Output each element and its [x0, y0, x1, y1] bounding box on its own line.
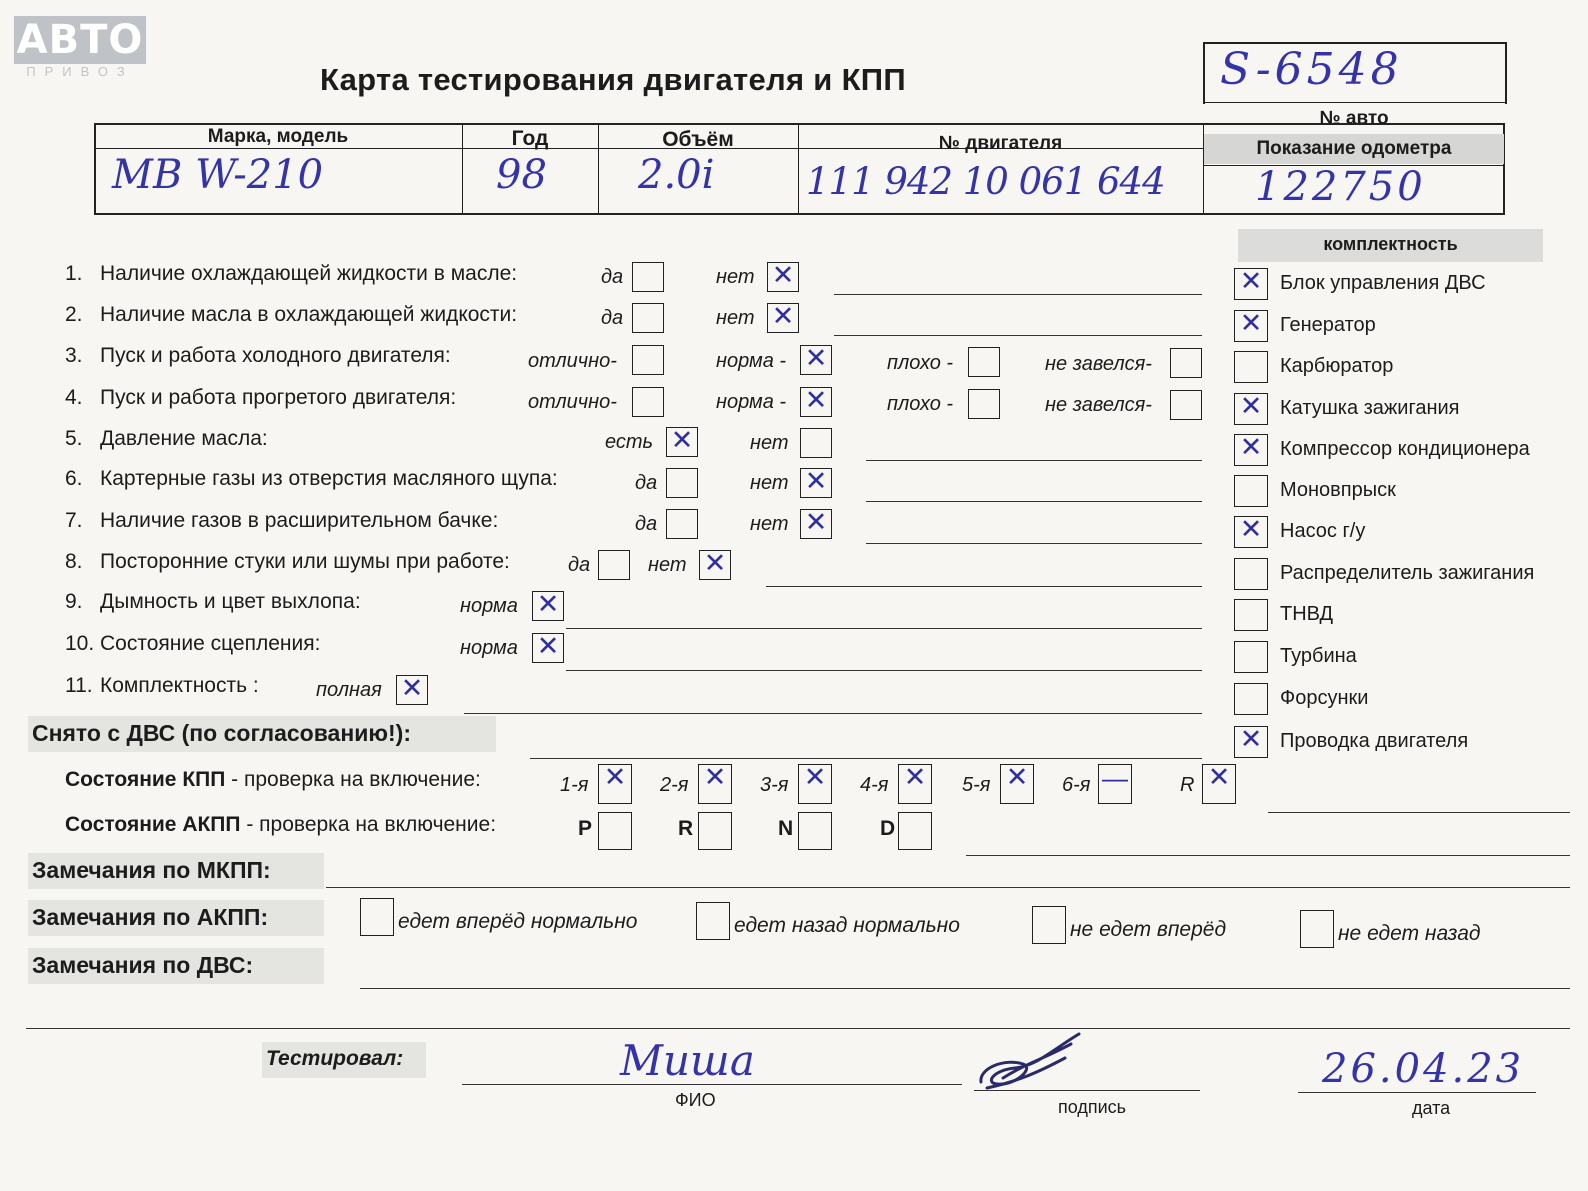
avtoprivoz-logo: АВТО	[14, 16, 146, 64]
fio-label: ФИО	[675, 1090, 716, 1110]
kpp-gear-checkbox[interactable]	[1000, 764, 1034, 804]
q4-text: Пуск и работа прогретого двигателя:	[100, 386, 457, 409]
completeness-checkbox[interactable]	[1234, 351, 1268, 383]
q4-excellent-checkbox[interactable]	[632, 387, 664, 417]
q2-yes-checkbox[interactable]	[632, 303, 664, 333]
q9-text: Дымность и цвет выхлопа:	[100, 590, 361, 613]
q9-note-line	[566, 628, 1202, 629]
completeness-item-label: Блок управления ДВС	[1280, 272, 1486, 294]
q3-normal-label: норма -	[716, 350, 787, 372]
completeness-item-label: Форсунки	[1280, 687, 1369, 709]
akpp-mode-checkbox[interactable]	[798, 812, 832, 850]
akpp-mode-checkbox[interactable]	[698, 812, 732, 850]
q3-number: 3.	[65, 344, 83, 367]
q1-yes-label: да	[601, 266, 624, 288]
q11-full-label: полная	[316, 679, 382, 701]
akpp-mode-label: D	[880, 817, 896, 840]
completeness-title: комплектность	[1323, 234, 1458, 254]
q4-normal-label: норма -	[716, 391, 787, 413]
q2-no-checkbox[interactable]	[767, 303, 799, 333]
completeness-item-label: Насос г/у	[1280, 520, 1366, 542]
kpp-gear-checkbox[interactable]	[1202, 764, 1236, 804]
akpp-no-backward-label: не едет назад	[1338, 922, 1481, 945]
remarks-akpp-label: Замечания по АКПП:	[32, 904, 269, 930]
akpp-label-bold: Состояние АКПП	[65, 813, 241, 836]
date-value[interactable]: 26.04.23	[1322, 1046, 1525, 1092]
q4-bad-checkbox[interactable]	[968, 389, 1000, 419]
q3-not-started-checkbox[interactable]	[1170, 348, 1202, 378]
q4-normal-checkbox[interactable]	[800, 387, 832, 417]
completeness-item-label: ТНВД	[1280, 603, 1334, 625]
q7-text: Наличие газов в расширительном бачке:	[100, 509, 499, 532]
q4-bad-label: плохо -	[887, 393, 954, 415]
q5-number: 5.	[65, 427, 83, 450]
completeness-item-label: Карбюратор	[1280, 355, 1394, 377]
q6-no-checkbox[interactable]	[800, 468, 832, 498]
q8-no-label: нет	[648, 554, 687, 576]
kpp-label	[65, 768, 481, 792]
date-line	[1298, 1092, 1536, 1093]
akpp-backward-ok-label: едет назад нормально	[734, 914, 960, 937]
signature-image	[975, 1028, 1095, 1098]
q4-excellent-label: отлично-	[528, 391, 617, 413]
q3-bad-label: плохо -	[887, 352, 954, 374]
page-title: Карта тестирования двигателя и КПП	[320, 62, 906, 97]
engine-number-header: № двигателя	[938, 133, 1063, 154]
q8-note-line	[766, 586, 1202, 587]
q3-not-started-label: не завелся-	[1045, 353, 1152, 375]
kpp-label-bold: Состояние КПП	[65, 768, 226, 791]
q8-yes-checkbox[interactable]	[598, 550, 630, 580]
signature-line	[974, 1090, 1200, 1091]
q10-text: Состояние сцепления:	[100, 632, 321, 655]
kpp-gear-label: 4-я	[860, 774, 889, 796]
akpp-note-line	[966, 855, 1570, 856]
akpp-no-forward-checkbox[interactable]	[1032, 906, 1066, 944]
q8-yes-label: да	[568, 554, 591, 576]
completeness-item-label: Распределитель зажигания	[1280, 562, 1535, 584]
q11-full-checkbox[interactable]	[396, 675, 428, 705]
completeness-checkbox[interactable]	[1234, 683, 1268, 715]
q1-yes-checkbox[interactable]	[632, 262, 664, 292]
completeness-checkbox[interactable]	[1234, 434, 1268, 466]
completeness-item-label: Компрессор кондиционера	[1280, 438, 1530, 460]
akpp-label-rest: - проверка на включение:	[240, 813, 497, 836]
q4-not-started-checkbox[interactable]	[1170, 390, 1202, 420]
completeness-checkbox[interactable]	[1234, 310, 1268, 342]
q2-text: Наличие масла в охлаждающей жидкости:	[100, 303, 518, 326]
q10-normal-checkbox[interactable]	[532, 633, 564, 663]
make-model-header: Марка, модель	[207, 126, 349, 147]
fio-line	[462, 1084, 962, 1085]
car-number-value[interactable]: S-6548	[1220, 44, 1403, 95]
q5-no-checkbox[interactable]	[800, 428, 832, 458]
q1-note-line	[834, 294, 1202, 295]
q11-text: Комплектность :	[100, 674, 259, 697]
q10-normal-label: норма	[460, 637, 518, 659]
kpp-gear-label: 2-я	[660, 774, 689, 796]
kpp-gear-checkbox[interactable]	[1098, 764, 1132, 804]
q9-number: 9.	[65, 590, 83, 613]
completeness-checkbox[interactable]	[1234, 516, 1268, 548]
remarks-dvs-line-2	[26, 1028, 1570, 1029]
volume-value[interactable]: 2.0i	[638, 152, 715, 198]
q5-no-label: нет	[750, 432, 789, 454]
completeness-checkbox[interactable]	[1234, 599, 1268, 631]
q10-note-line	[566, 670, 1202, 671]
q6-yes-label: да	[635, 472, 658, 494]
q9-normal-checkbox[interactable]	[532, 591, 564, 621]
q1-number: 1.	[65, 262, 83, 285]
q11-note-line	[464, 713, 1202, 714]
akpp-no-forward-label: не едет вперёд	[1070, 918, 1227, 941]
q7-note-line	[866, 543, 1202, 544]
akpp-forward-ok-label: едет вперёд нормально	[398, 910, 638, 933]
volume-header: Объём	[662, 128, 734, 151]
q2-number: 2.	[65, 303, 83, 326]
akpp-mode-label: N	[778, 817, 794, 840]
q8-no-checkbox[interactable]	[699, 550, 731, 580]
fio-value[interactable]: Миша	[620, 1036, 755, 1085]
kpp-gear-label: 1-я	[560, 774, 589, 796]
akpp-label	[65, 813, 496, 837]
completeness-item-label: Моновпрыск	[1280, 479, 1396, 501]
q2-note-line	[834, 335, 1202, 336]
q3-bad-checkbox[interactable]	[968, 347, 1000, 377]
kpp-gear-checkbox[interactable]	[598, 764, 632, 804]
kpp-label-rest: - проверка на включение:	[225, 768, 481, 791]
odometer-header: Показание одометра	[1256, 138, 1452, 159]
q5-text: Давление масла:	[100, 427, 268, 450]
q8-text: Посторонние стуки или шумы при работе:	[100, 550, 510, 573]
q7-yes-label: да	[635, 513, 658, 535]
q2-no-label: нет	[716, 307, 755, 329]
akpp-mode-checkbox[interactable]	[598, 812, 632, 850]
akpp-forward-ok-checkbox[interactable]	[360, 898, 394, 936]
remarks-mkpp-label: Замечания по МКПП:	[32, 857, 271, 883]
q8-number: 8.	[65, 550, 83, 573]
completeness-checkbox[interactable]	[1234, 558, 1268, 590]
make-model-value[interactable]: MB W-210	[112, 152, 324, 198]
year-value[interactable]: 98	[496, 152, 547, 198]
q1-text: Наличие охлаждающей жидкости в масле:	[100, 262, 518, 285]
q7-no-checkbox[interactable]	[800, 509, 832, 539]
q5-note-line	[866, 460, 1202, 461]
year-header: Год	[511, 127, 549, 150]
remarks-mkpp-line	[326, 887, 1570, 888]
kpp-gear-checkbox[interactable]	[798, 764, 832, 804]
kpp-gear-label: 6-я	[1062, 774, 1091, 796]
completeness-checkbox[interactable]	[1234, 268, 1268, 300]
akpp-mode-label: P	[578, 817, 593, 840]
remarks-dvs-label: Замечания по ДВС:	[32, 952, 254, 978]
removed-note-line	[530, 758, 1202, 759]
odometer-value[interactable]: 122750	[1255, 164, 1426, 210]
q6-number: 6.	[65, 467, 83, 490]
remarks-dvs-line-1	[360, 988, 1570, 989]
akpp-no-backward-checkbox[interactable]	[1300, 910, 1334, 948]
q1-no-label: нет	[716, 266, 755, 288]
car-number-label: № авто	[1319, 108, 1389, 129]
q3-text: Пуск и работа холодного двигателя:	[100, 344, 451, 367]
q3-excellent-label: отлично-	[528, 350, 617, 372]
completeness-checkbox[interactable]	[1234, 475, 1268, 507]
date-label: дата	[1412, 1098, 1451, 1118]
completeness-checkbox[interactable]	[1234, 393, 1268, 425]
akpp-backward-ok-checkbox[interactable]	[696, 902, 730, 940]
completeness-item-label: Катушка зажигания	[1280, 397, 1460, 419]
q3-normal-checkbox[interactable]	[800, 345, 832, 375]
q6-note-line	[866, 501, 1202, 502]
completeness-item-label: Генератор	[1280, 314, 1376, 336]
akpp-mode-label: R	[678, 817, 694, 840]
kpp-gear-label: R	[1180, 774, 1195, 796]
q5-present-label: есть	[605, 431, 654, 453]
signature-label: подпись	[1058, 1097, 1127, 1117]
kpp-gear-label: 3-я	[760, 774, 789, 796]
completeness-checkbox[interactable]	[1234, 641, 1268, 673]
kpp-gear-label: 5-я	[962, 774, 991, 796]
q7-yes-checkbox[interactable]	[666, 509, 698, 539]
q3-excellent-checkbox[interactable]	[632, 345, 664, 375]
q6-text: Картерные газы из отверстия масляного щупа:	[100, 467, 558, 490]
q6-yes-checkbox[interactable]	[666, 468, 698, 498]
car-number-divider	[1203, 102, 1505, 103]
completeness-item-label: Турбина	[1280, 645, 1357, 667]
tested-by-label: Тестировал:	[266, 1047, 404, 1070]
completeness-checkbox[interactable]	[1234, 726, 1268, 758]
kpp-gear-checkbox[interactable]	[698, 764, 732, 804]
q7-number: 7.	[65, 509, 83, 532]
akpp-mode-checkbox[interactable]	[898, 812, 932, 850]
removed-label: Снято с ДВС (по согласованию!):	[32, 720, 411, 746]
q4-number: 4.	[65, 386, 83, 409]
logo-subtitle: ПРИВОЗ	[26, 64, 134, 79]
q11-number: 11.	[65, 674, 93, 697]
q4-not-started-label: не завелся-	[1045, 394, 1152, 416]
q9-normal-label: норма	[460, 595, 518, 617]
kpp-gear-checkbox[interactable]	[898, 764, 932, 804]
completeness-item-label: Проводка двигателя	[1280, 730, 1469, 752]
kpp-note-line	[1268, 812, 1570, 813]
q5-present-checkbox[interactable]	[666, 427, 698, 457]
q1-no-checkbox[interactable]	[767, 262, 799, 292]
q7-no-label: нет	[750, 513, 789, 535]
q6-no-label: нет	[750, 472, 789, 494]
q10-number: 10.	[65, 632, 95, 655]
q2-yes-label: да	[601, 307, 624, 329]
engine-number-value[interactable]: 111 942 10 061 644	[806, 160, 1165, 203]
